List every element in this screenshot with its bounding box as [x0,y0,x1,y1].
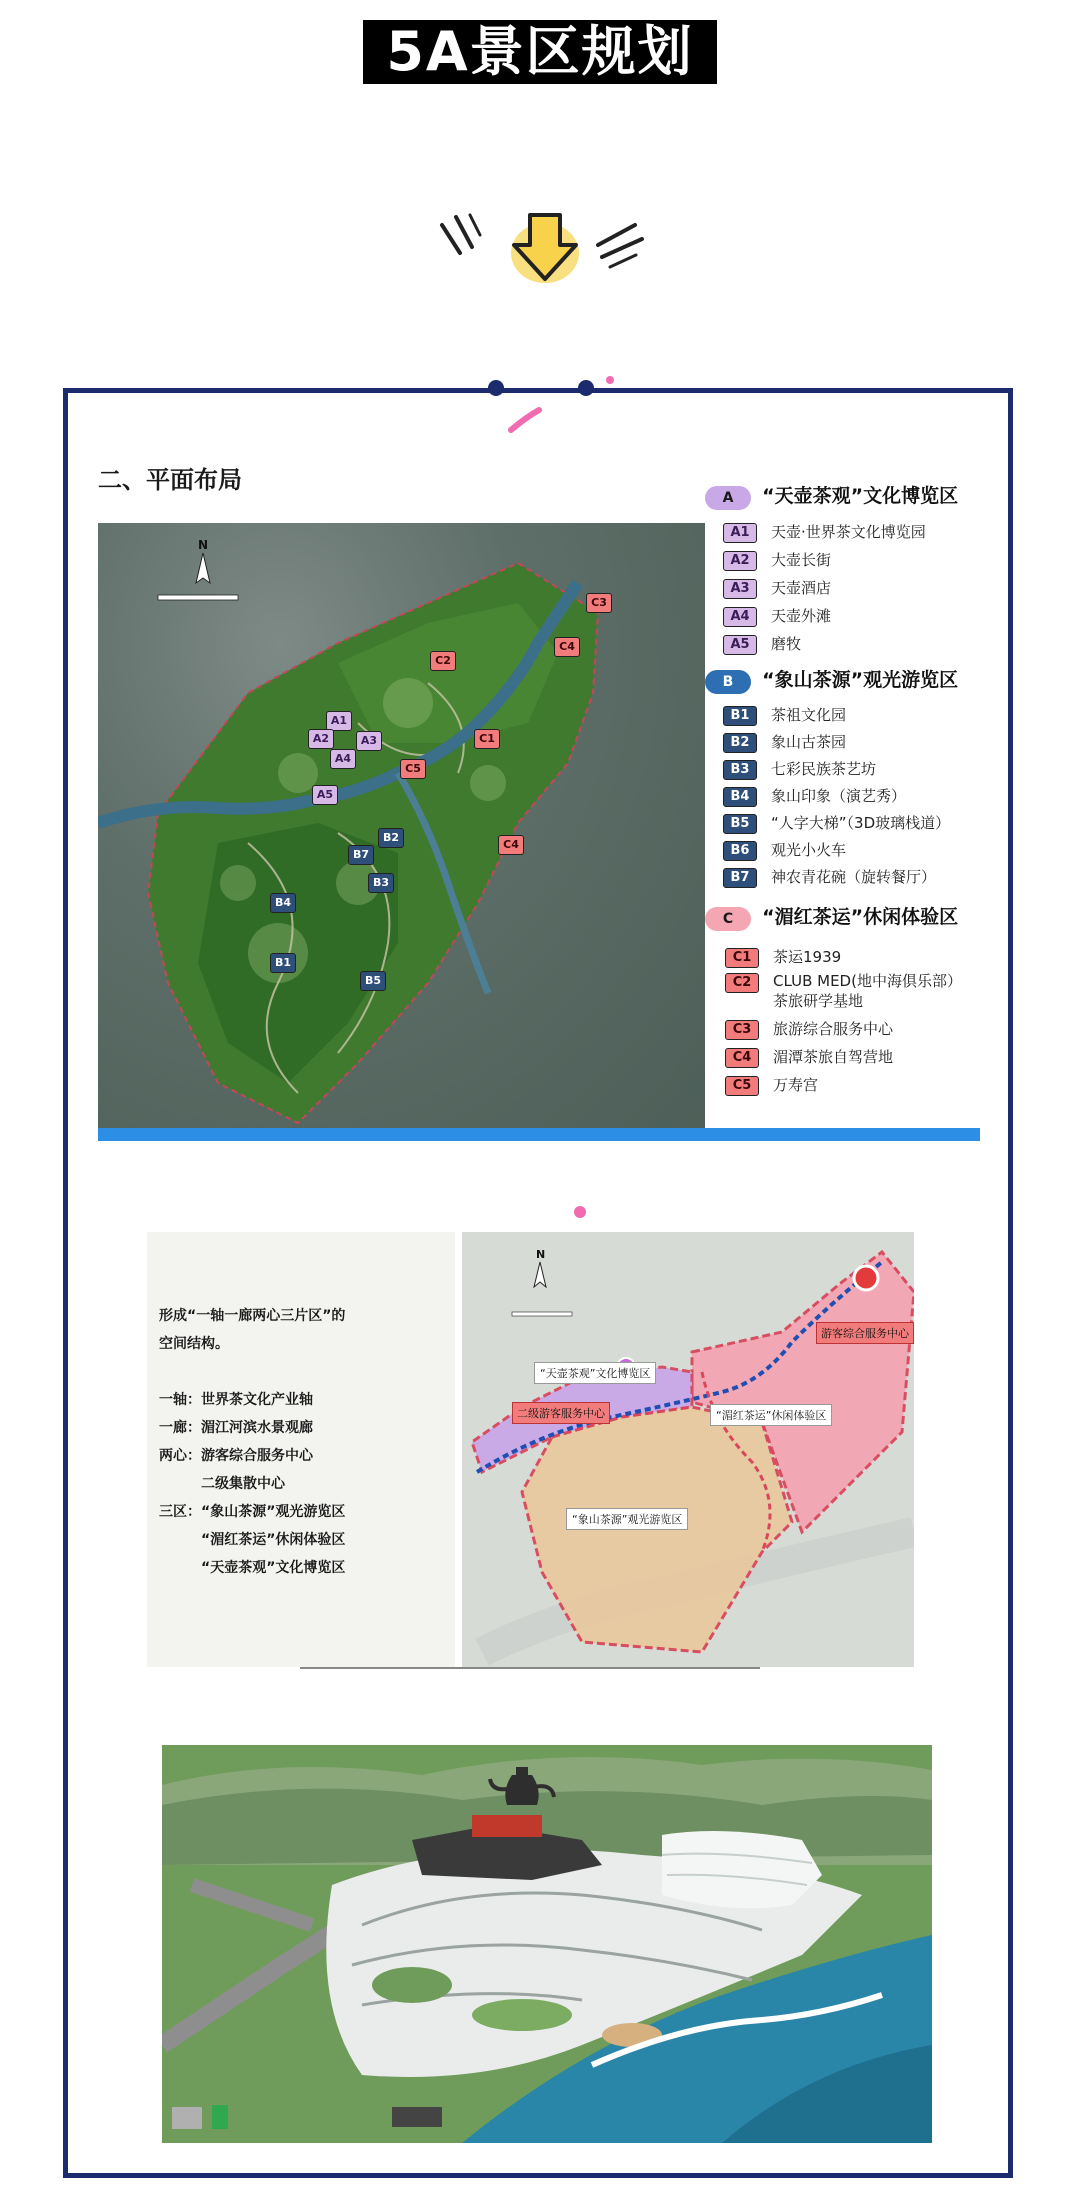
zone-label-tianhu: “天壶茶观”文化博览区 [534,1362,656,1384]
legend-zone-b-header [705,662,995,698]
structure-line: 空间结构。 [159,1336,229,1352]
structure-line: “天壶茶观”文化博览区 [159,1560,346,1576]
satellite-map [98,523,705,1128]
down-arrow-icon [430,195,660,295]
legend [705,478,995,1099]
legend-item: B3 七彩民族茶艺坊 [723,756,995,783]
legend-item: B6 观光小火车 [723,837,995,864]
brush-mark-icon [568,1200,592,1224]
service-center-marker [854,1266,878,1290]
accent-bar [98,1128,980,1141]
map-label-a1: A1 [326,711,352,731]
compass-icon [158,553,238,600]
structure-line: 二级集散中心 [159,1476,285,1492]
structure-line [159,1358,345,1386]
legend-item: B4 象山印象（演艺秀） [723,783,995,810]
legend-item: A5 磨牧 [723,630,995,658]
map-label-c1: C1 [474,729,500,749]
map-label-a4: A4 [330,749,356,769]
zone-a-name: “天壶茶观”文化博览区 [762,485,959,507]
zone-label-service-center: 游客综合服务中心 [816,1322,914,1344]
brush-mark-icon [600,370,620,390]
map-label-b2: B2 [378,828,404,848]
legend-zone-c-header [705,899,995,935]
render-graphic [162,1745,932,2143]
map-label-c2: C2 [430,651,456,671]
page-title: 5A景区规划图 [363,20,717,84]
toolbar-icon [392,2107,442,2127]
legend-zone-b-list [705,702,995,891]
compass-label: N [198,538,209,552]
legend-zone-a-list [705,518,995,658]
legend-zone-a-header [705,478,995,514]
map-label-c4-south: C4 [498,835,524,855]
legend-item: C1 茶运1939 [725,943,995,971]
zone-label-second-center: 二级游客服务中心 [512,1402,610,1424]
structure-line: 形成“一轴一廊两心三片区”的 [159,1308,346,1324]
legend-item: C5 万寿宫 [725,1071,995,1099]
map-label-c5: C5 [400,759,426,779]
legend-item: A3 天壶酒店 [723,574,995,602]
zone-b-marker: B [705,670,751,694]
zone-a-marker: A [705,486,751,510]
structure-line: 两心：游客综合服务中心 [159,1448,313,1464]
legend-item: B1 茶祖文化园 [723,702,995,729]
map-label-b3: B3 [368,873,394,893]
zone-map-graphic [462,1232,914,1667]
zone-label-meihong: “湄红茶运”休闲体验区 [710,1404,832,1426]
frame-dot-right [578,380,594,396]
zone-c-name: “湄红茶运”休闲体验区 [762,906,959,928]
map-label-b5: B5 [360,971,386,991]
zone-structure-map [462,1232,914,1667]
map-label-a2: A2 [308,729,334,749]
structure-text [159,1302,345,1582]
structure-text-panel [147,1232,455,1667]
legend-item: A4 天壶外滩 [723,602,995,630]
map-label-a5: A5 [312,785,338,805]
legend-item: A2 大壶长街 [723,546,995,574]
structure-line: “湄红茶运”休闲体验区 [159,1532,346,1548]
aerial-render [162,1745,932,2143]
legend-item: B2 象山古茶园 [723,729,995,756]
map-graphic [98,523,705,1128]
map-label-b1: B1 [270,953,296,973]
structure-line: 一轴：世界茶文化产业轴 [159,1392,313,1408]
zone-b-name: “象山茶源”观光游览区 [762,669,959,691]
legend-item: B7 神农青花碗（旋转餐厅） [723,864,995,891]
structure-line: 一廊：湄江河滨水景观廊 [159,1420,313,1436]
legend-item: C4 湄潭茶旅自驾营地 [725,1043,995,1071]
frame-dot-left [488,380,504,396]
thumbnail-icon [172,2107,202,2129]
legend-item: A1 天壶·世界茶文化博览园 [723,518,995,546]
zone-c-marker: C [705,907,751,931]
structure-line: 三区：“象山茶源”观光游览区 [159,1504,346,1520]
legend-zone-c-list [705,943,995,1099]
section-heading: 二、平面布局 [98,466,242,494]
map-label-b7: B7 [348,845,374,865]
map-label-c3: C3 [586,593,612,613]
map-label-a3: A3 [356,731,382,751]
compass-label: N [536,1248,546,1261]
divider [300,1667,760,1669]
map-label-b4: B4 [270,893,296,913]
zone-label-xiangshan: “象山茶源”观光游览区 [566,1508,688,1530]
brush-mark-icon [505,400,545,440]
map-label-c4-north: C4 [554,637,580,657]
tool-icon [212,2105,228,2129]
legend-item: C3 旅游综合服务中心 [725,1015,995,1043]
legend-item: C2 CLUB MED(地中海俱乐部） 茶旅研学基地 [725,971,995,1015]
legend-item: B5 “人字大梯”（3D玻璃栈道） [723,810,995,837]
